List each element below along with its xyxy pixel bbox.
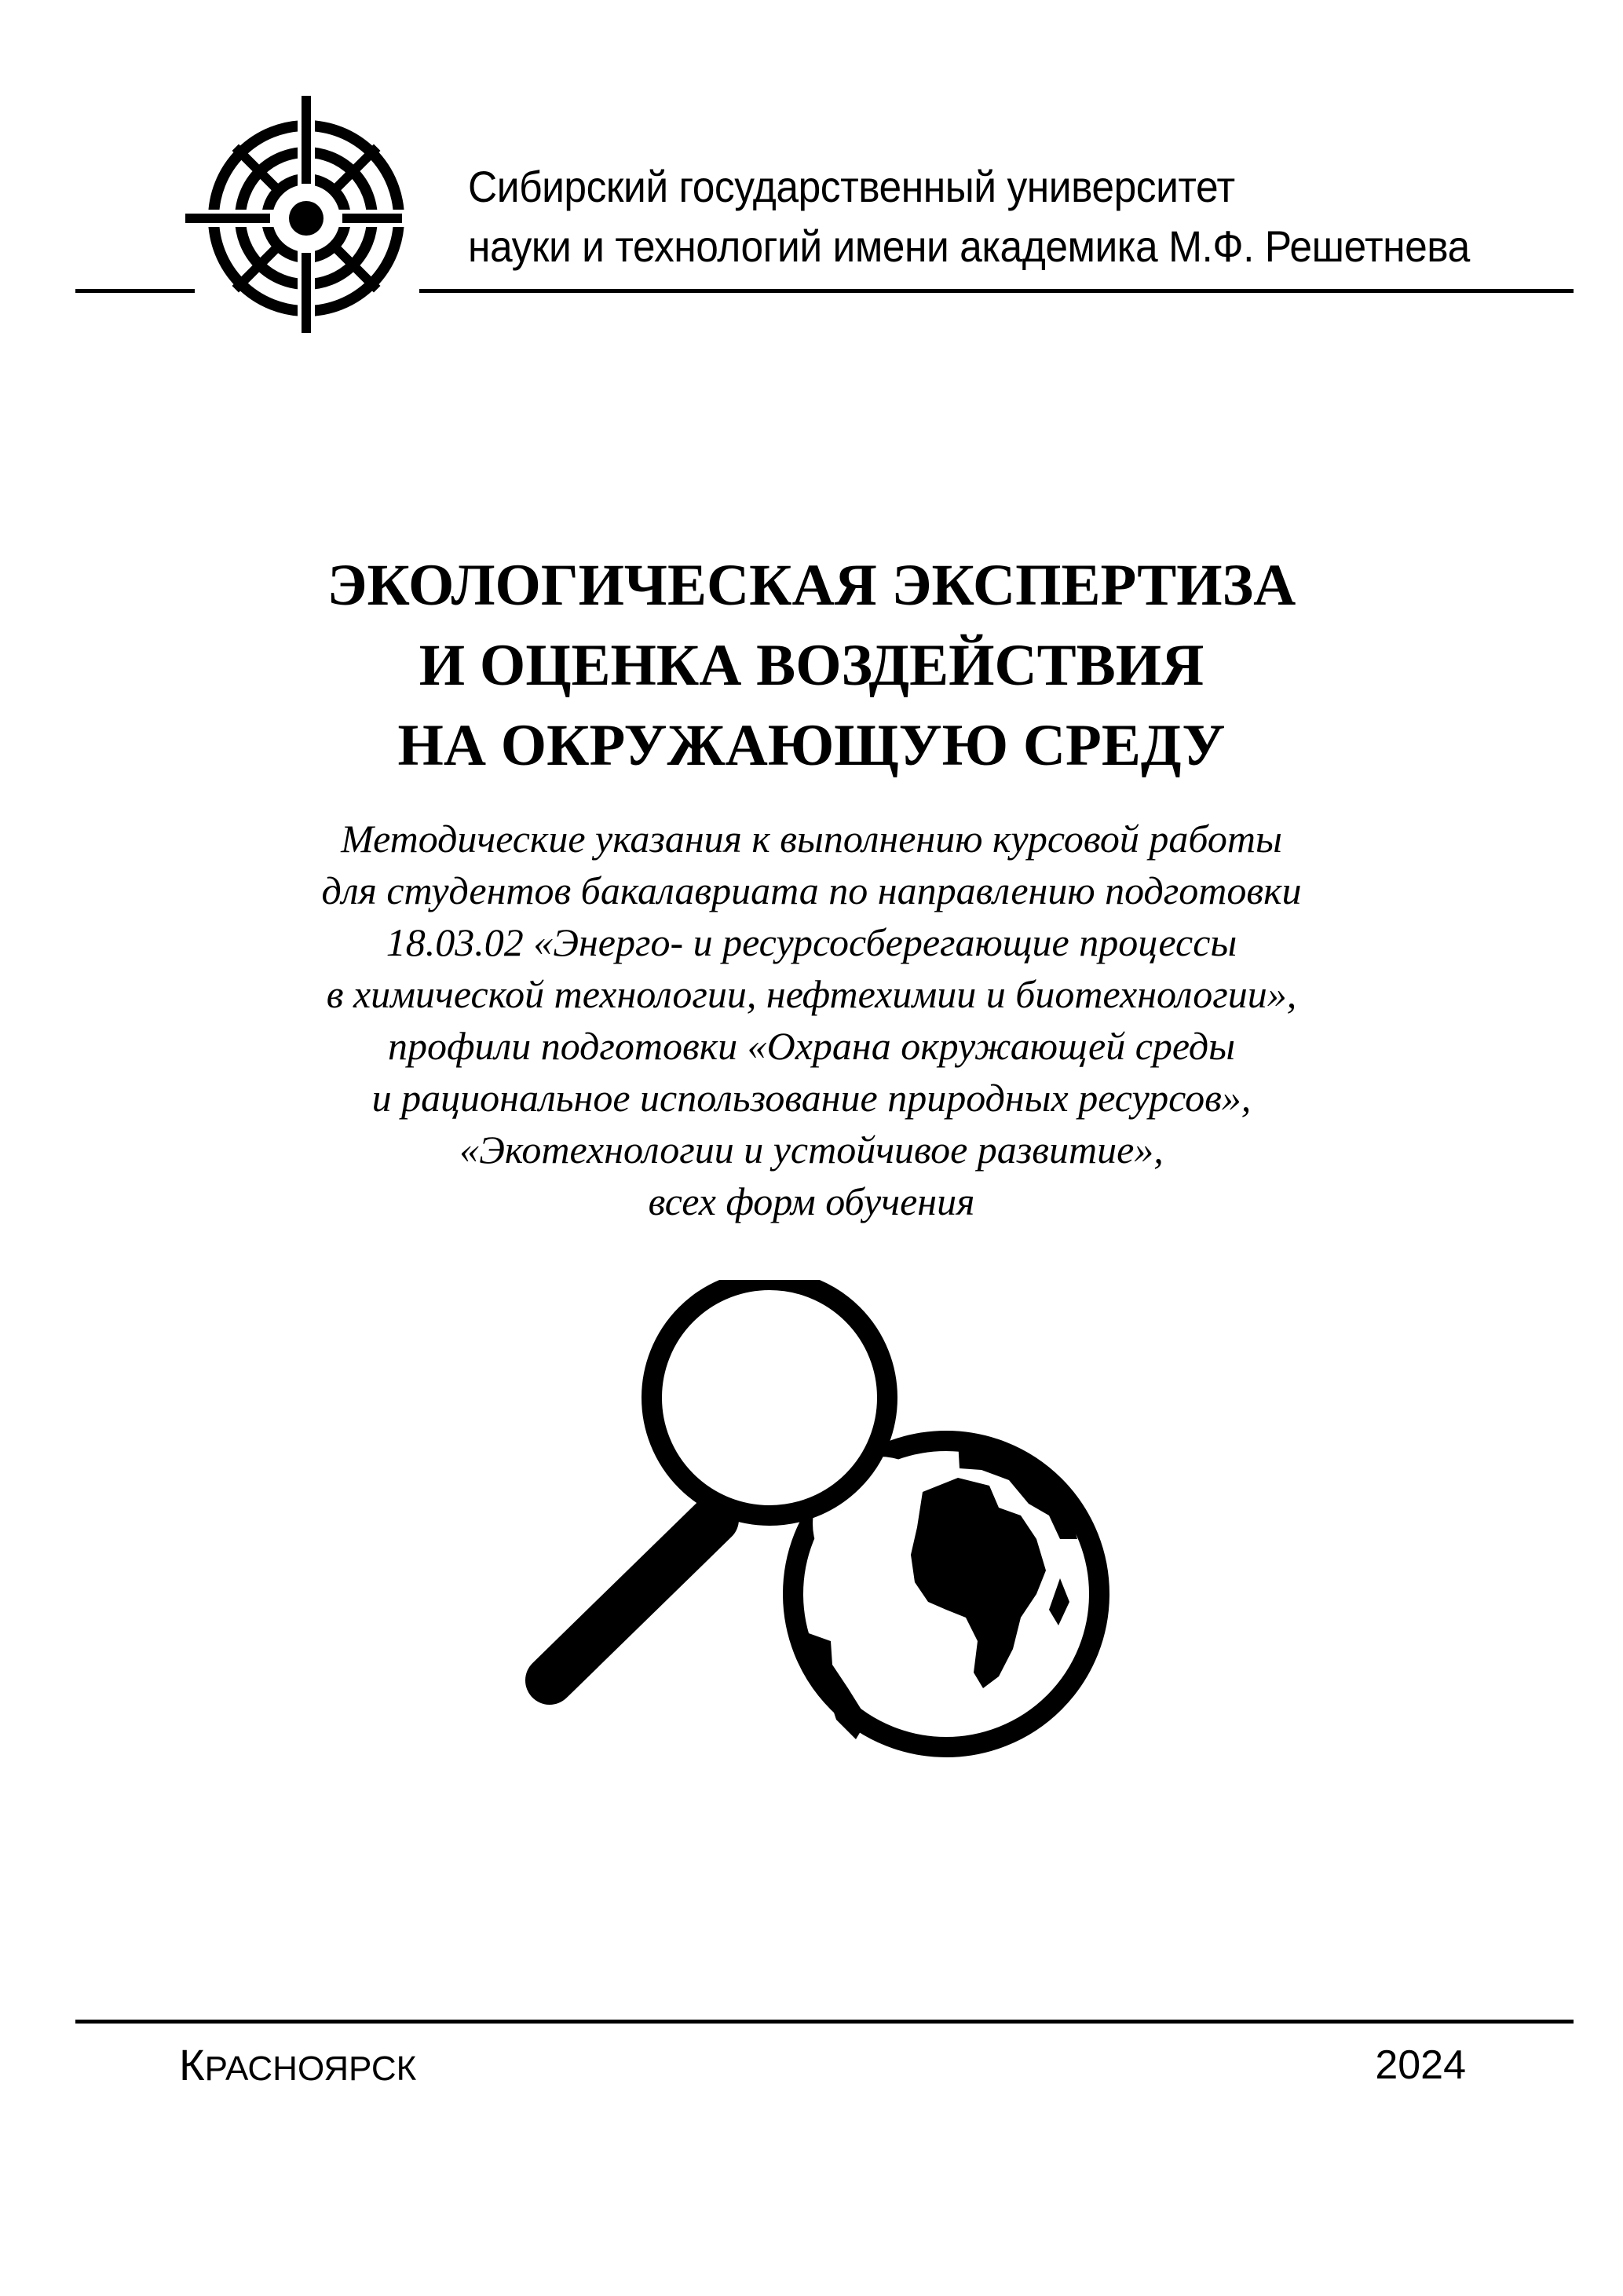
title-line1: ЭКОЛОГИЧЕСКАЯ ЭКСПЕРТИЗА [327, 553, 1296, 618]
subtitle-line: «Экотехнологии и устойчивое развитие», [459, 1128, 1164, 1172]
magnifier-globe-icon [518, 1280, 1115, 1767]
city-rest: РАСНОЯРСК [204, 2049, 417, 2088]
header-rule-right [419, 289, 1574, 293]
footer-rule [75, 2020, 1574, 2024]
subtitle-line: Методические указания к выполнению курсовой работы [341, 817, 1282, 861]
subtitle-line: для студентов бакалавриата по направлению подготовки [321, 868, 1302, 912]
document-subtitle [0, 813, 1623, 1227]
university-emblem-icon [181, 93, 408, 336]
document-title [0, 546, 1623, 786]
subtitle-line: всех форм обучения [648, 1179, 975, 1223]
publisher-city [179, 2042, 416, 2093]
subtitle-line: профили подготовки «Охрана окружающей среды [387, 1024, 1235, 1068]
university-name [468, 157, 1508, 276]
publication-year: 2024 [1375, 2042, 1466, 2088]
subtitle-line: 18.03.02 «Энерго- и ресурсосберегающие процессы [386, 920, 1237, 964]
city-initial: К [179, 2040, 205, 2089]
title-line2: И ОЦЕНКА ВОЗДЕЙСТВИЯ [419, 633, 1204, 698]
university-name-line2: науки и технологий имени академика М.Ф. Решетнева [468, 221, 1470, 271]
university-name-line1: Сибирский государственный университет [468, 162, 1235, 211]
subtitle-line: в химической технологии, нефтехимии и биотехнологии», [326, 972, 1297, 1016]
title-line3: НА ОКРУЖАЮЩУЮ СРЕДУ [397, 713, 1226, 778]
subtitle-line: и рациональное использование природных ресурсов», [371, 1076, 1252, 1120]
header-rule-left [75, 289, 195, 293]
